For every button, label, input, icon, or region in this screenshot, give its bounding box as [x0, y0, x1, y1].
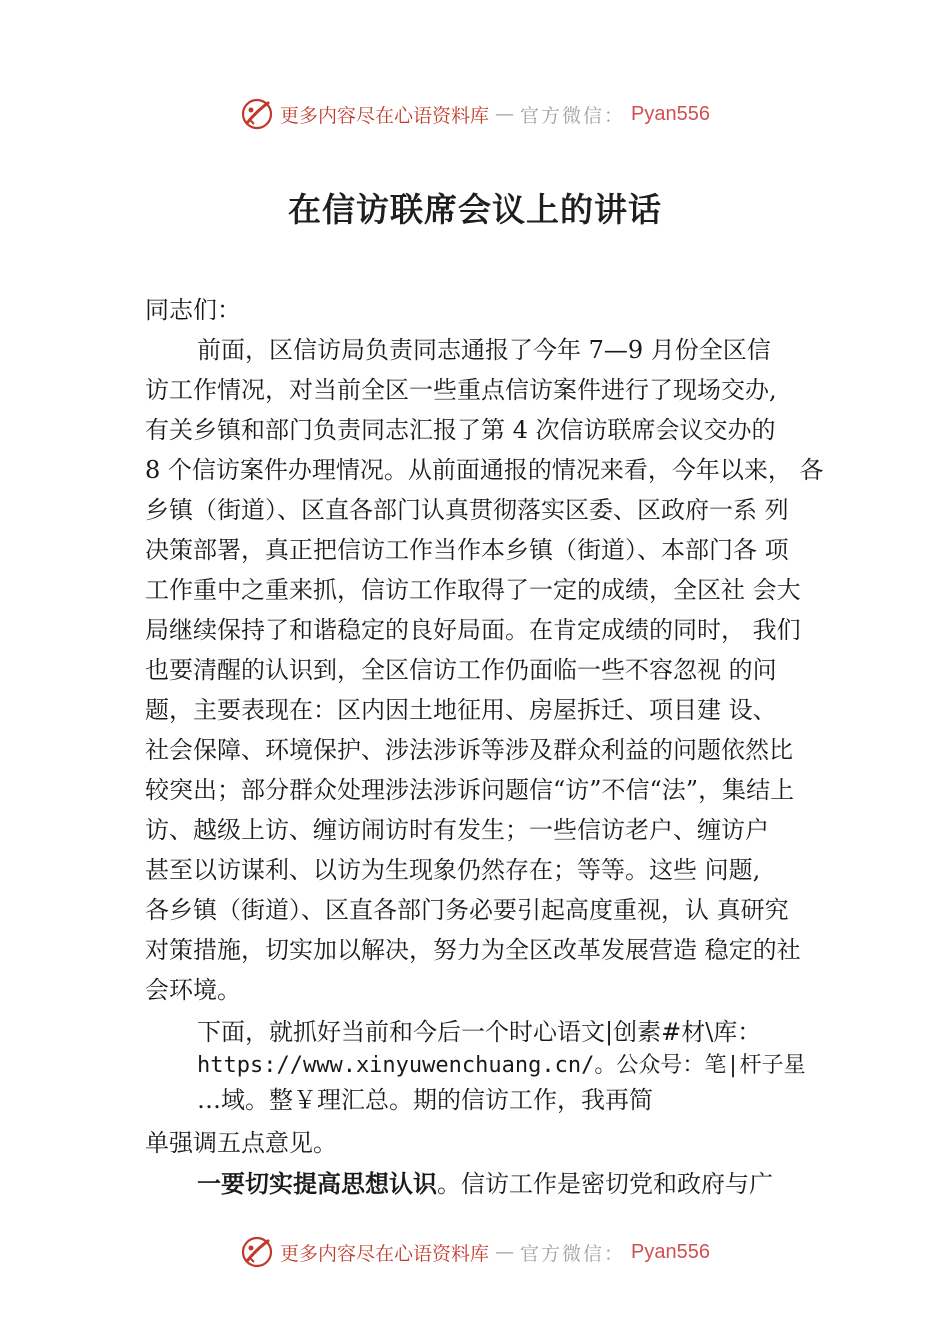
- footer-separator: —: [495, 1241, 515, 1263]
- footer-watermark: [240, 1234, 710, 1270]
- header-wechat-id: Pyan556: [631, 102, 710, 125]
- document-title: 在信访联席会议上的讲话: [288, 190, 662, 229]
- paragraph-line: 访、越级上访、缠访闹访时有发生；一些信访老户、缠访户: [145, 816, 769, 844]
- paragraph-line: 工作重中之重来抓，信访工作取得了一定的成绩，全区社 会大: [145, 576, 801, 604]
- paragraph-1: [145, 330, 835, 1010]
- header-watermark: [240, 96, 710, 132]
- point-one: [145, 1164, 773, 1204]
- paragraph-line: 局继续保持了和谐稳定的良好局面。在肯定成绩的同时， 我们: [145, 616, 801, 644]
- greeting: 同志们：: [145, 296, 241, 324]
- paragraph-line: 8 个信访案件办理情况。从前面通报的情况来看，今年以来， 各: [145, 456, 824, 484]
- paragraph-line: 下面，就抓好当前和今后一个时心语文|创素#材\库：: [197, 1018, 762, 1046]
- paragraph-line: 乡镇（街道）、区直各部门认真贯彻落实区委、区政府一系 列: [145, 496, 789, 524]
- paragraph-line: 各乡镇（街道）、区直各部门务必要引起高度重视，认 真研究: [145, 896, 789, 924]
- paragraph-line: 甚至以访谋利、以访为生现象仍然存在；等等。这些 问题,: [145, 856, 761, 884]
- header-wechat-label: 官方微信：: [520, 104, 626, 127]
- point-one-text: 。信访工作是密切党和政府与广: [437, 1170, 773, 1198]
- paragraph-line: …域。整￥理汇总。期的信访工作，我再简: [197, 1086, 653, 1114]
- footer-wechat-label: 官方微信：: [520, 1242, 626, 1265]
- paragraph-line: 前面，区信访局负责同志通报了今年 7—9 月份全区信: [197, 336, 771, 364]
- paragraph-line: 单强调五点意见。: [145, 1129, 337, 1157]
- paragraph-line: 决策部署，真正把信访工作当作本乡镇（街道）、本部门各 项: [145, 536, 789, 564]
- paragraph-line: 也要清醒的认识到，全区信访工作仍面临一些不容忽视 的问: [145, 656, 777, 684]
- header-separator: —: [495, 103, 515, 125]
- paragraph-line-url: https://www.xinyuwenchuang.cn/。公众号：笔|杆子星: [197, 1053, 806, 1078]
- header-site-name: 更多内容尽在心语资料库: [280, 104, 490, 127]
- paragraph-line: 会环境。: [145, 976, 241, 1004]
- paragraph-2: [145, 1015, 835, 1163]
- paragraph-line: 访工作情况，对当前全区一些重点信访案件进行了现场交办,: [145, 376, 777, 404]
- brush-logo-icon: [240, 97, 274, 131]
- footer-site-name: 更多内容尽在心语资料库: [280, 1242, 490, 1265]
- brush-logo-icon: [240, 1235, 274, 1269]
- paragraph-line: 题，主要表现在：区内因土地征用、房屋拆迁、项目建 设、: [145, 696, 777, 724]
- paragraph-line: 社会保障、环境保护、涉法涉诉等涉及群众利益的问题依然比: [145, 736, 793, 764]
- point-one-heading: 一要切实提高思想认识: [197, 1170, 437, 1198]
- paragraph-line: 较突出；部分群众处理涉法涉诉问题信“访”不信“法”，集结上: [145, 776, 795, 804]
- footer-wechat-id: Pyan556: [631, 1240, 710, 1263]
- paragraph-line: 有关乡镇和部门负责同志汇报了第 4 次信访联席会议交办的: [145, 416, 776, 444]
- paragraph-line: 对策措施，切实加以解决，努力为全区改革发展营造 稳定的社: [145, 936, 801, 964]
